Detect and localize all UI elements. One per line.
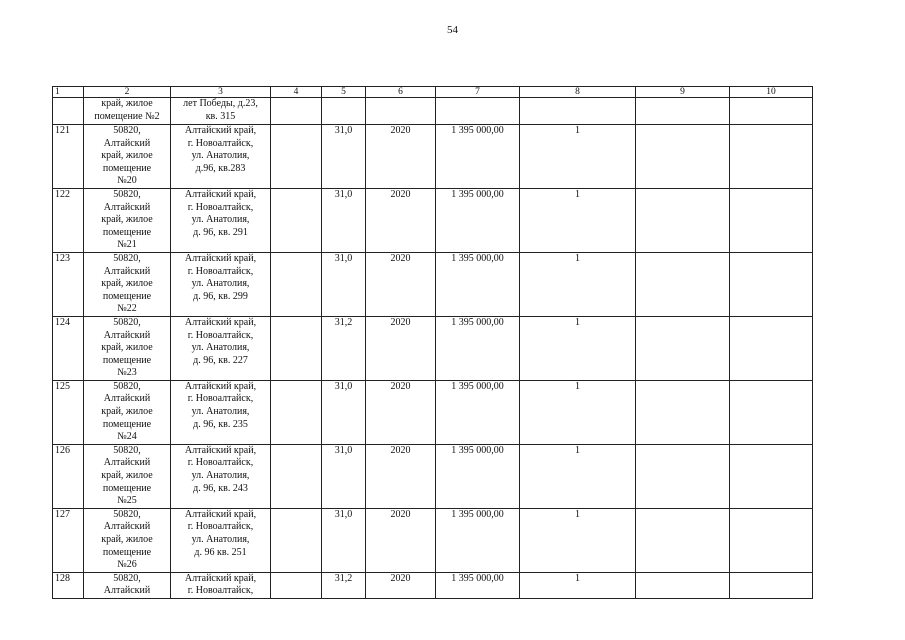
cell-col4 [271,252,322,316]
cell-col4 [271,572,322,598]
cell-object: 50820, Алтайский край, жилое помещение №24 [84,380,171,444]
cell-area: 31,0 [322,444,366,508]
cell-col9 [636,572,730,598]
cell-col9 [636,316,730,380]
table-row [53,125,813,189]
cell-number: 126 [53,444,84,508]
cell-object: 50820, Алтайский край, жилое помещение №20 [84,125,171,189]
table-row [53,572,813,598]
cell-object: 50820, Алтайский край, жилое помещение №23 [84,316,171,380]
continuation-row [53,98,813,125]
cell-address: лет Победы, д.23, кв. 315 [171,98,271,125]
cell-col10 [730,380,813,444]
header-cell: 5 [322,87,366,98]
cell-area: 31,0 [322,188,366,252]
cell-col10 [730,316,813,380]
cell-number: 124 [53,316,84,380]
cell-empty [322,98,366,125]
cell-address: Алтайский край, г. Новоалтайск, [171,572,271,598]
cell-col4 [271,125,322,189]
cell-year: 2020 [366,444,436,508]
cell-cost: 1 395 000,00 [436,572,520,598]
cell-col10 [730,252,813,316]
cell-object: 50820, Алтайский край, жилое помещение №22 [84,252,171,316]
cell-col9 [636,444,730,508]
cell-area: 31,0 [322,125,366,189]
header-cell: 2 [84,87,171,98]
cell-year: 2020 [366,188,436,252]
cell-object: 50820, Алтайский край, жилое помещение №21 [84,188,171,252]
header-row [53,87,813,98]
cell-address: Алтайский край, г. Новоалтайск, ул. Анатолия, д. 96, кв. 235 [171,380,271,444]
cell-col4 [271,380,322,444]
register-table [52,86,813,599]
cell-cost: 1 395 000,00 [436,444,520,508]
cell-cost: 1 395 000,00 [436,316,520,380]
cell-cost: 1 395 000,00 [436,252,520,316]
cell-area: 31,0 [322,380,366,444]
cell-count: 1 [520,316,636,380]
header-cell: 3 [171,87,271,98]
header-cell: 4 [271,87,322,98]
cell-col10 [730,444,813,508]
cell-address: Алтайский край, г. Новоалтайск, ул. Анатолия, д. 96, кв. 243 [171,444,271,508]
cell-year: 2020 [366,572,436,598]
cell-col10 [730,508,813,572]
header-cell: 1 [53,87,84,98]
cell-empty [366,98,436,125]
header-cell: 8 [520,87,636,98]
cell-col9 [636,252,730,316]
cell-col4 [271,316,322,380]
cell-number: 122 [53,188,84,252]
cell-count: 1 [520,125,636,189]
cell-empty [271,98,322,125]
cell-address: Алтайский край, г. Новоалтайск, ул. Анатолия, д.96, кв.283 [171,125,271,189]
cell-number: 127 [53,508,84,572]
cell-col10 [730,572,813,598]
cell-object: 50820, Алтайский [84,572,171,598]
cell-number: 125 [53,380,84,444]
cell-col10 [730,188,813,252]
header-cell: 9 [636,87,730,98]
cell-address: Алтайский край, г. Новоалтайск, ул. Анатолия, д. 96, кв. 291 [171,188,271,252]
table-row [53,316,813,380]
table-row [53,188,813,252]
cell-cost: 1 395 000,00 [436,508,520,572]
cell-empty [436,98,520,125]
cell-year: 2020 [366,316,436,380]
cell-address: Алтайский край, г. Новоалтайск, ул. Анатолия, д. 96, кв. 299 [171,252,271,316]
cell-count: 1 [520,252,636,316]
cell-col4 [271,508,322,572]
cell-count: 1 [520,572,636,598]
cell-year: 2020 [366,380,436,444]
cell-number: 121 [53,125,84,189]
cell-cost: 1 395 000,00 [436,188,520,252]
table-row [53,380,813,444]
cell-area: 31,0 [322,508,366,572]
cell-year: 2020 [366,125,436,189]
cell-number: 128 [53,572,84,598]
cell-area: 31,2 [322,316,366,380]
cell-object: край, жилое помещение №2 [84,98,171,125]
cell-col9 [636,188,730,252]
cell-year: 2020 [366,508,436,572]
cell-year: 2020 [366,252,436,316]
table-row [53,252,813,316]
cell-col4 [271,188,322,252]
cell-area: 31,0 [322,252,366,316]
cell-area: 31,2 [322,572,366,598]
table-row [53,508,813,572]
cell-cost: 1 395 000,00 [436,125,520,189]
page-number: 54 [447,24,458,36]
cell-empty [730,98,813,125]
header-cell: 10 [730,87,813,98]
cell-col9 [636,508,730,572]
cell-object: 50820, Алтайский край, жилое помещение №25 [84,444,171,508]
cell-count: 1 [520,188,636,252]
cell-address: Алтайский край, г. Новоалтайск, ул. Анатолия, д. 96, кв. 227 [171,316,271,380]
cell-count: 1 [520,508,636,572]
header-cell: 6 [366,87,436,98]
header-cell: 7 [436,87,520,98]
cell-col9 [636,125,730,189]
cell-object: 50820, Алтайский край, жилое помещение №26 [84,508,171,572]
cell-number [53,98,84,125]
cell-cost: 1 395 000,00 [436,380,520,444]
cell-col4 [271,444,322,508]
cell-count: 1 [520,444,636,508]
cell-col10 [730,125,813,189]
table-row [53,444,813,508]
cell-address: Алтайский край, г. Новоалтайск, ул. Анатолия, д. 96 кв. 251 [171,508,271,572]
cell-number: 123 [53,252,84,316]
cell-count: 1 [520,380,636,444]
cell-col9 [636,380,730,444]
cell-empty [520,98,636,125]
cell-empty [636,98,730,125]
